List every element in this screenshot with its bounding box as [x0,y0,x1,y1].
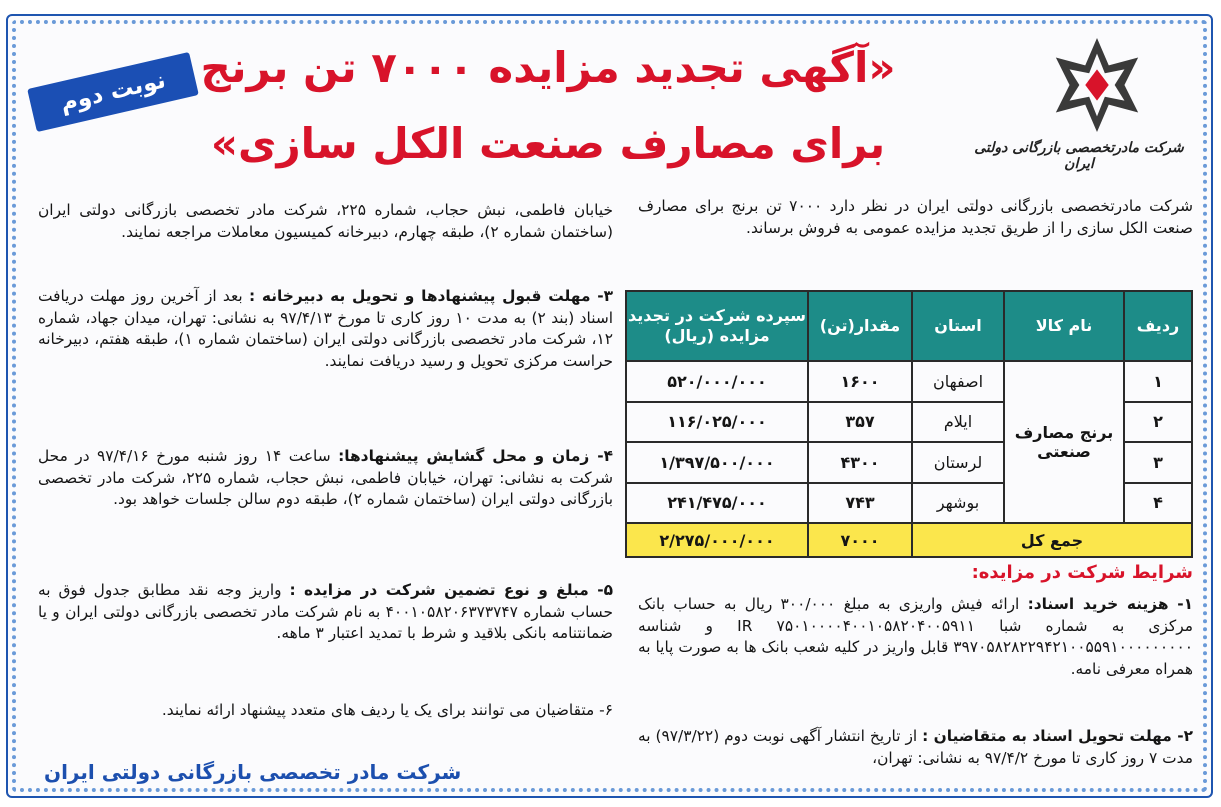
company-logo-icon [1048,36,1146,134]
condition-5-body: واریز وجه نقد مطابق جدول فوق به حساب شماره ۴۰۰۱۰۵۸۲۰۶۳۷۳۷۴۷ به نام شرکت مادر تخصصی بازرگانی دولتی ایران و یا ضمانتنامه بانکی بلاقید و شرط با تمدید اعتبار ۳ ماهه. [38,581,613,643]
condition-3-title: ۳- مهلت قبول پیشنهادها و تحویل به دبیرخانه : [249,287,614,305]
deposit-cell: ۵۲۰/۰۰۰/۰۰۰ [626,361,808,402]
province-cell: اصفهان [912,361,1004,402]
condition-2-body: از تاریخ انتشار آگهی نوبت دوم (۹۷/۳/۲۲) به مدت ۷ روز کاری تا مورخ ۹۷/۴/۲ به نشانی: تهران، [638,727,1193,767]
condition-4-body: ساعت ۱۴ روز شنبه مورخ ۹۷/۴/۱۶ در محل شرکت به نشانی: تهران، خیابان فاطمی، نبش حجاب، شماره ۲۲۵، شرکت مادر تخصصی بازرگانی دولتی ایران (ساختمان شماره ۲)، طبقه دوم سالن جلسات خواهد بود. [38,447,613,509]
quantity-cell: ۷۴۳ [808,483,912,524]
condition-2-continuation: خیابان فاطمی، نبش حجاب، شماره ۲۲۵، شرکت مادر تخصصی بازرگانی دولتی ایران (ساختمان شماره ۲)، طبقه چهارم، دبیرخانه کمیسیون معاملات مراجعه نمایند. [38,201,613,241]
page-title-line1: «آگهی تجدید مزایده ۷۰۰۰ تن برنج [200,43,896,92]
intro-paragraph: شرکت مادرتخصصی بازرگانی دولتی ایران در نظر دارد ۷۰۰۰ تن برنج برای مصارف صنعت الکل سازی را از طریق تجدید مزایده عمومی به فروش برساند. [638,197,1193,237]
condition-3 [38,286,613,372]
deposit-cell: ۱۱۶/۰۲۵/۰۰۰ [626,402,808,443]
total-deposit: ۲/۲۷۵/۰۰۰/۰۰۰ [626,523,808,557]
condition-4 [38,446,613,511]
table-header-product: نام کالا [1004,291,1124,361]
second-round-badge: نوبت دوم [27,52,199,132]
quantity-cell: ۳۵۷ [808,402,912,443]
condition-4-title: ۴- زمان و محل گشایش پیشنهادها: [338,447,613,465]
row-number: ۴ [1124,483,1192,524]
condition-2-title: ۲- مهلت تحویل اسناد به متقاضیان : [922,727,1193,745]
province-cell: بوشهر [912,483,1004,524]
table-total-row [626,523,1192,557]
condition-1-body: ارائه فیش واریزی به مبلغ ۳۰۰/۰۰۰ ریال به حساب بانک مرکزی به شماره شبا IR ۷۵۰۱۰۰۰۰۴۰۰۱۰۵۸۲۰۴۰۰۵۹۱۱ و شناسه ۳۹۷۰۵۸۲۸۲۲۹۴۲۱۰۰۵۵۹۱۰۰۰۰۰۰۰۰۰ قابل واریز در کلیه شعب بانک ها به صورت پایا به همراه معرفی نامه. [638,595,1193,678]
condition-5 [38,580,613,645]
quantity-cell: ۱۶۰۰ [808,361,912,402]
conditions-heading: شرایط شرکت در مزایده: [971,562,1193,583]
condition-1-title: ۱- هزینه خرید اسناد: [1027,595,1193,613]
row-number: ۳ [1124,442,1192,483]
total-label: جمع کل [912,523,1192,557]
table-row [626,361,1192,402]
row-number: ۲ [1124,402,1192,443]
province-cell: ایلام [912,402,1004,443]
product-name: برنج مصارف صنعتی [1004,361,1124,523]
condition-5-title: ۵- مبلغ و نوع تضمین شرکت در مزایده : [289,581,613,599]
auction-table [625,290,1193,558]
quantity-cell: ۴۳۰۰ [808,442,912,483]
province-cell: لرستان [912,442,1004,483]
row-number: ۱ [1124,361,1192,402]
condition-6: ۶- متقاضیان می توانند برای یک یا ردیف های متعدد پیشنهاد ارائه نمایند. [161,701,613,719]
condition-2 [638,726,1193,769]
deposit-cell: ۲۴۱/۴۷۵/۰۰۰ [626,483,808,524]
condition-3-body: بعد از آخرین روز مهلت دریافت اسناد (بند ۲) به مدت ۱۰ روز کاری تا مورخ ۹۷/۴/۱۳ به نشانی: تهران، میدان جهاد، شماره ۱۲، شرکت مادر تخصصی بازرگانی دولتی ایران (ساختمان شماره ۱)، طبقه هفتم، دبیرخانه حراست مرکزی تحویل و رسید دریافت نمایند. [38,287,614,370]
table-header-row-no: ردیف [1124,291,1192,361]
table-header-deposit: سپرده شرکت در تجدید مزایده (ریال) [626,291,808,361]
page-title-line2: برای مصارف صنعت الکل سازی» [210,119,886,168]
total-quantity: ۷۰۰۰ [808,523,912,557]
table-header-quantity: مقدار(تن) [808,291,912,361]
company-logo-caption: شرکت مادرتخصصی بازرگانی دولتی ایران [974,140,1184,172]
notice-frame [6,14,1213,798]
deposit-cell: ۱/۳۹۷/۵۰۰/۰۰۰ [626,442,808,483]
condition-1 [638,594,1193,680]
footer-company-name: شرکت مادر تخصصی بازرگانی دولتی ایران [44,760,462,784]
table-header-province: استان [912,291,1004,361]
